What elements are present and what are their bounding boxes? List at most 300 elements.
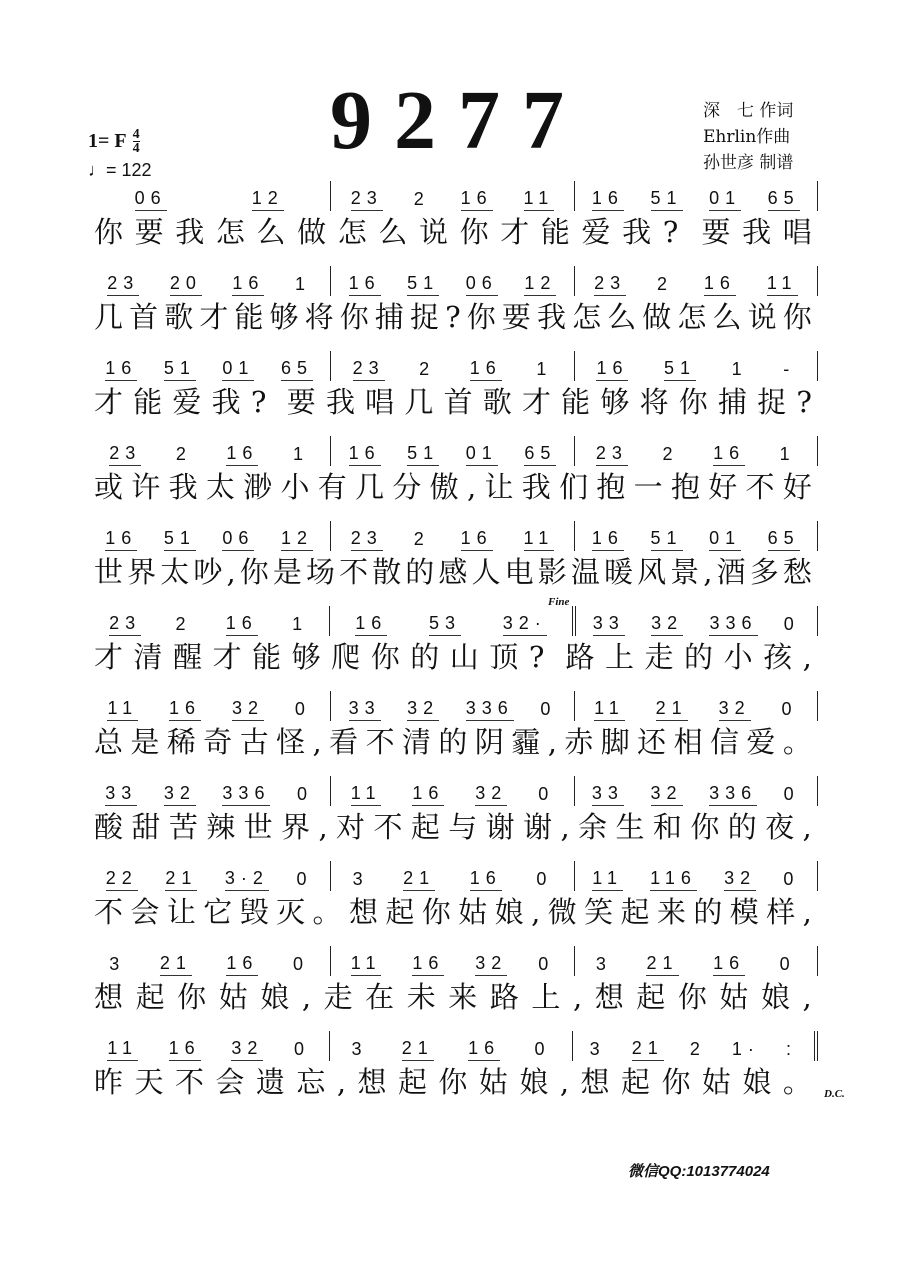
note-group: 16 [468, 1038, 500, 1061]
note-group: 336 [709, 613, 757, 636]
lyric-char: 谢 [485, 810, 515, 844]
lyric-char: 起 [385, 895, 415, 929]
lyric-char: 未 [406, 980, 436, 1014]
note-group: 0 [292, 954, 309, 974]
note-group: 32 [164, 783, 196, 806]
note-group: 16 [105, 528, 137, 551]
lyric-char: 才 [212, 640, 242, 674]
lyric-char: 才 [199, 300, 229, 334]
notes-row [88, 1035, 818, 1061]
note-group: 16 [355, 613, 387, 636]
note-group: 32 [651, 783, 683, 806]
measure [575, 861, 818, 891]
lyric-char: 景 [670, 555, 700, 589]
notes-row [88, 525, 818, 551]
measure [331, 351, 574, 381]
lyric-char: 奇 [203, 725, 233, 759]
lyric-char: 上 [604, 640, 634, 674]
note-group: 3 [595, 954, 612, 974]
lyric-char: 么 [378, 215, 408, 249]
lyric-line [88, 725, 818, 759]
lyric-char: 余 [578, 810, 608, 844]
lyric-char: 首 [129, 300, 159, 334]
note-group: 0 [779, 954, 796, 974]
key-signature [88, 128, 140, 155]
note-group: 33 [105, 783, 137, 806]
lyric-char: 姑 [458, 895, 488, 929]
lyric-char: 清 [133, 640, 163, 674]
note-group: 23 [109, 443, 141, 466]
lyric-char: 它 [203, 895, 233, 929]
lyric-char: 散 [372, 555, 402, 589]
note-group: 23 [351, 188, 383, 211]
note-group: 0 [783, 869, 800, 889]
lyric-char: 世 [243, 810, 273, 844]
note-group: 116 [650, 868, 697, 891]
note-group: 1 [731, 359, 748, 379]
note-group: 3 [109, 954, 126, 974]
note-group: 0 [296, 869, 313, 889]
lyric-char: , [312, 725, 322, 759]
tempo: ♩= 122 [88, 160, 152, 180]
lyric-char: 好 [708, 470, 738, 504]
measure [88, 266, 331, 296]
note-group: 51 [407, 273, 439, 296]
lyric-char: 怎 [572, 300, 602, 334]
note-group: 51 [164, 528, 196, 551]
note-group: 2 [662, 444, 679, 464]
lyric-char: 几 [355, 470, 385, 504]
lyric-char: 会 [130, 895, 160, 929]
lyric-char: 们 [559, 470, 589, 504]
lyric-char: 么 [607, 300, 637, 334]
lyric-char: 古 [239, 725, 269, 759]
lyric-char: 我 [742, 215, 772, 249]
notes-row [88, 355, 818, 381]
lyric-char: 做 [297, 215, 327, 249]
lyric-char: 我 [521, 470, 551, 504]
lyric-char: 界 [281, 810, 311, 844]
lyric-char: 来 [656, 895, 686, 929]
lyric-char: 捉 [409, 300, 439, 334]
lyric-char: 微 [547, 895, 577, 929]
lyric-char: 捕 [374, 300, 404, 334]
lyric-char: 和 [652, 810, 682, 844]
fine-mark: Fine [548, 596, 570, 608]
note-group: 21 [656, 698, 688, 721]
note-group: 23 [353, 358, 385, 381]
lyric-char: 抱 [670, 470, 700, 504]
note-group: 336 [466, 698, 514, 721]
lyric-char: 相 [673, 725, 703, 759]
lyric-char: 走 [323, 980, 353, 1014]
lyric-char: 说 [419, 215, 449, 249]
lyric-char: 想 [580, 1065, 610, 1099]
note-group: 21 [646, 953, 678, 976]
lyric-char: 想 [348, 895, 378, 929]
lyric-char: 起 [135, 980, 165, 1014]
measure [575, 266, 818, 296]
note-group: 21 [160, 953, 192, 976]
note-group: 01 [222, 358, 254, 381]
note-group: 2 [413, 529, 430, 549]
lyric-char: 做 [642, 300, 672, 334]
lyric-char: , [560, 810, 570, 844]
note-group: 32· [503, 613, 547, 636]
lyric-char: , [531, 895, 541, 929]
lyric-char: 电 [504, 555, 534, 589]
notes-row [88, 270, 818, 296]
lyric-char: 走 [644, 640, 674, 674]
lyric-char: 你 [677, 980, 707, 1014]
measure [575, 351, 818, 381]
lyric-char: 才 [500, 215, 530, 249]
lyric-char: 你 [94, 215, 124, 249]
lyric-char: 吵 [193, 555, 223, 589]
lyric-line [88, 1065, 818, 1099]
lyric-char: 想 [94, 980, 124, 1014]
notes-row [88, 440, 818, 466]
note-group: 2 [175, 444, 192, 464]
note-group: 0 [534, 1039, 551, 1059]
note-group: 32 [719, 698, 751, 721]
notes-row [88, 780, 818, 806]
measure [88, 606, 330, 636]
note-group: 33 [349, 698, 381, 721]
note-group: 16 [412, 953, 444, 976]
note-group: 336 [709, 783, 757, 806]
note-group: 1 [292, 444, 309, 464]
note-group: 21 [403, 868, 435, 891]
lyric-char: 辣 [206, 810, 236, 844]
time-bottom: 4 [132, 141, 140, 156]
measure [331, 266, 574, 296]
note-group: 1 [292, 614, 309, 634]
lyric-char: 生 [615, 810, 645, 844]
lyric-char: 太 [205, 470, 235, 504]
lyric-char: 让 [484, 470, 514, 504]
note-group: 0 [781, 699, 798, 719]
lyric-char: 姑 [478, 1065, 508, 1099]
lyric-char: 能 [234, 300, 264, 334]
note-group: 06 [466, 273, 498, 296]
lyric-char: 能 [540, 215, 570, 249]
measure [88, 776, 331, 806]
measure [330, 606, 575, 636]
measure [88, 691, 331, 721]
lyric-line [88, 300, 818, 334]
composer: Ehrlin作曲 [703, 127, 791, 147]
lyric-char: 爱 [746, 725, 776, 759]
score-line [88, 610, 818, 674]
lyric-char: 暖 [603, 555, 633, 589]
lyric-char: 我 [325, 385, 355, 419]
note-group: 32 [475, 783, 507, 806]
lyric-char: 酸 [94, 810, 124, 844]
lyric-char: 路 [489, 980, 519, 1014]
lyric-char: 娘 [519, 1065, 549, 1099]
note-group: 0 [783, 784, 800, 804]
lyric-char: 将 [639, 385, 669, 419]
lyric-char: 会 [215, 1065, 245, 1099]
measure [575, 691, 818, 721]
measure [88, 861, 331, 891]
lyric-char: , [547, 725, 557, 759]
measure [88, 946, 331, 976]
measure [331, 521, 574, 551]
lyric-char: 抱 [596, 470, 626, 504]
note-group: 51 [664, 358, 696, 381]
arranger: 孙世彦 制谱 [703, 153, 794, 173]
lyric-line [88, 810, 818, 844]
note-group: - [783, 359, 796, 379]
lyric-char: 么 [712, 300, 742, 334]
note-group: 1 [779, 444, 796, 464]
score-line [88, 185, 818, 249]
note-group: 16 [232, 273, 264, 296]
lyric-char: 感 [438, 555, 468, 589]
note-group: 51 [651, 528, 683, 551]
lyric-char: 灭 [276, 895, 306, 929]
note-group: 336 [222, 783, 270, 806]
measure [575, 436, 818, 466]
note-group: 16 [169, 698, 201, 721]
lyric-char: 你 [678, 385, 708, 419]
note-group: 65 [768, 528, 800, 551]
note-group: 2 [413, 189, 430, 209]
lyric-line [88, 980, 818, 1014]
lyric-char: 要 [286, 385, 316, 419]
lyric-char: 起 [620, 895, 650, 929]
lyric-char: 娘 [260, 980, 290, 1014]
lyric-char: 我 [175, 215, 205, 249]
note-group: 23 [596, 443, 628, 466]
lyric-char: 稀 [166, 725, 196, 759]
lyric-char: 好 [782, 470, 812, 504]
note-group: 16 [226, 613, 258, 636]
note-group: 21 [165, 868, 197, 891]
note-group: 3 [351, 1039, 368, 1059]
note-group: 3·2 [225, 868, 269, 891]
lyric-char: 小 [280, 470, 310, 504]
note-group: 12 [252, 188, 284, 211]
note-group: 11 [351, 953, 382, 976]
measure [331, 691, 574, 721]
note-group: 32 [724, 868, 756, 891]
note-group: 16 [592, 528, 624, 551]
lyric-char: 甜 [131, 810, 161, 844]
lyric-char: 。 [782, 725, 812, 759]
lyric-char: 的 [438, 725, 468, 759]
lyric-char: 怎 [215, 215, 245, 249]
lyric-char: 人 [471, 555, 501, 589]
note-group: 11 [594, 698, 625, 721]
lyric-char: 样 [766, 895, 796, 929]
measure [88, 436, 331, 466]
lyricist: 深 七 作词 [703, 101, 794, 121]
note-group: 65 [524, 443, 556, 466]
lyric-char: 起 [636, 980, 666, 1014]
lyric-char: 小 [723, 640, 753, 674]
lyric-char: 够 [291, 640, 321, 674]
lyric-char: 你 [782, 300, 812, 334]
note-group: 51 [164, 358, 196, 381]
lyric-char: 你 [421, 895, 451, 929]
note-group: 12 [281, 528, 313, 551]
lyric-char: 够 [269, 300, 299, 334]
note-group: 0 [540, 699, 557, 719]
lyric-char: 能 [133, 385, 163, 419]
lyric-char: 起 [620, 1065, 650, 1099]
lyric-char: 唱 [365, 385, 395, 419]
lyric-line [88, 470, 818, 504]
lyric-char: 山 [449, 640, 479, 674]
lyric-char: 温 [570, 555, 600, 589]
lyric-char: 捉 [757, 385, 787, 419]
lyric-char: 说 [747, 300, 777, 334]
notes-row [88, 695, 818, 721]
lyric-char: 场 [305, 555, 335, 589]
dc-mark: D.C. [824, 1088, 845, 1100]
lyric-char: 苦 [168, 810, 198, 844]
key: 1= F [88, 130, 127, 152]
lyric-char: , [802, 980, 812, 1014]
note-group: 65 [281, 358, 313, 381]
lyric-char: 风 [637, 555, 667, 589]
lyric-char: 傲 [429, 470, 459, 504]
lyric-char: 影 [537, 555, 567, 589]
lyric-char: 清 [402, 725, 432, 759]
lyric-char: 要 [501, 300, 531, 334]
note-group: 1 [295, 274, 312, 294]
note-group: 11 [351, 783, 382, 806]
lyric-char: 能 [561, 385, 591, 419]
lyric-char: 在 [365, 980, 395, 1014]
lyric-char: 酒 [716, 555, 746, 589]
note-group: 01 [466, 443, 498, 466]
lyric-char: 我 [211, 385, 241, 419]
note-group: 16 [349, 273, 381, 296]
note-group: 16 [470, 358, 502, 381]
measure [88, 521, 331, 551]
measure [576, 606, 818, 636]
note-group: 06 [135, 188, 167, 211]
note-group: 3 [589, 1039, 606, 1059]
note-group: 32 [475, 953, 507, 976]
credits [703, 98, 793, 176]
time-top: 4 [132, 127, 140, 142]
lyric-char: 顶 [489, 640, 519, 674]
lyric-line [88, 895, 818, 929]
note-group: 0 [538, 784, 555, 804]
note-group: 16 [105, 358, 137, 381]
lyric-char: 夜 [765, 810, 795, 844]
note-group: 0 [783, 614, 800, 634]
lyric-char: 有 [317, 470, 347, 504]
lyric-char: 娘 [760, 980, 790, 1014]
lyric-char: 想 [594, 980, 624, 1014]
lyric-char: 能 [252, 640, 282, 674]
note-group: 16 [412, 783, 444, 806]
score-line [88, 865, 818, 929]
lyric-char: 你 [339, 300, 369, 334]
lyric-char: 不 [94, 895, 124, 929]
lyric-char: 你 [690, 810, 720, 844]
note-group: 1· [731, 1039, 760, 1059]
note-group: 11 [592, 868, 623, 891]
lyric-char: ? [662, 215, 679, 249]
notes-row [88, 185, 818, 211]
lyric-char: , [802, 640, 812, 674]
lyric-char: 你 [459, 215, 489, 249]
measure [575, 521, 818, 551]
note-group: 0 [536, 869, 553, 889]
lyric-char: ? [796, 385, 812, 419]
lyric-char: 才 [94, 385, 124, 419]
measure [331, 776, 574, 806]
lyric-char: 看 [329, 725, 359, 759]
lyric-char: 与 [448, 810, 478, 844]
measure [88, 181, 331, 211]
note-group: 23 [109, 613, 141, 636]
note-group: 11 [767, 273, 798, 296]
lyric-char: 我 [536, 300, 566, 334]
lyric-char: 一 [633, 470, 663, 504]
lyric-char: 对 [336, 810, 366, 844]
lyric-char: 信 [710, 725, 740, 759]
lyric-char: 是 [272, 555, 302, 589]
lyric-char: 还 [637, 725, 667, 759]
note-group: 11 [107, 1038, 138, 1061]
lyric-char: , [336, 1065, 347, 1099]
note-group: 22 [106, 868, 138, 891]
lyric-char: 娘 [494, 895, 524, 929]
note-group: 32 [231, 1038, 263, 1061]
lyric-char: 模 [729, 895, 759, 929]
lyric-char: 总 [94, 725, 124, 759]
lyric-char: 脚 [600, 725, 630, 759]
note-group: 2 [657, 274, 674, 294]
note-group: 3 [352, 869, 369, 889]
lyric-char: 将 [304, 300, 334, 334]
song-title: 9277 [330, 74, 586, 167]
score-line [88, 525, 818, 589]
note-group: 33 [592, 783, 624, 806]
lyric-char: 你 [370, 640, 400, 674]
lyric-char: 歌 [164, 300, 194, 334]
lyric-line [88, 385, 818, 419]
lyric-char: 阴 [474, 725, 504, 759]
lyric-char: 娘 [742, 1065, 772, 1099]
lyric-char: , [703, 555, 713, 589]
lyric-char: 才 [94, 640, 124, 674]
notes-row [88, 865, 818, 891]
note-group: 06 [222, 528, 254, 551]
lyric-char: 要 [701, 215, 731, 249]
measure [331, 436, 574, 466]
note-group: 11 [524, 528, 555, 551]
lyric-char: 爱 [172, 385, 202, 419]
lyric-char: 姑 [719, 980, 749, 1014]
lyric-char: 歌 [482, 385, 512, 419]
note-group: 51 [651, 188, 683, 211]
note-group: 33 [593, 613, 625, 636]
note-group: 23 [594, 273, 626, 296]
measure [575, 181, 818, 211]
lyric-char: 醒 [173, 640, 203, 674]
score-line [88, 440, 818, 504]
lyric-char: 上 [531, 980, 561, 1014]
